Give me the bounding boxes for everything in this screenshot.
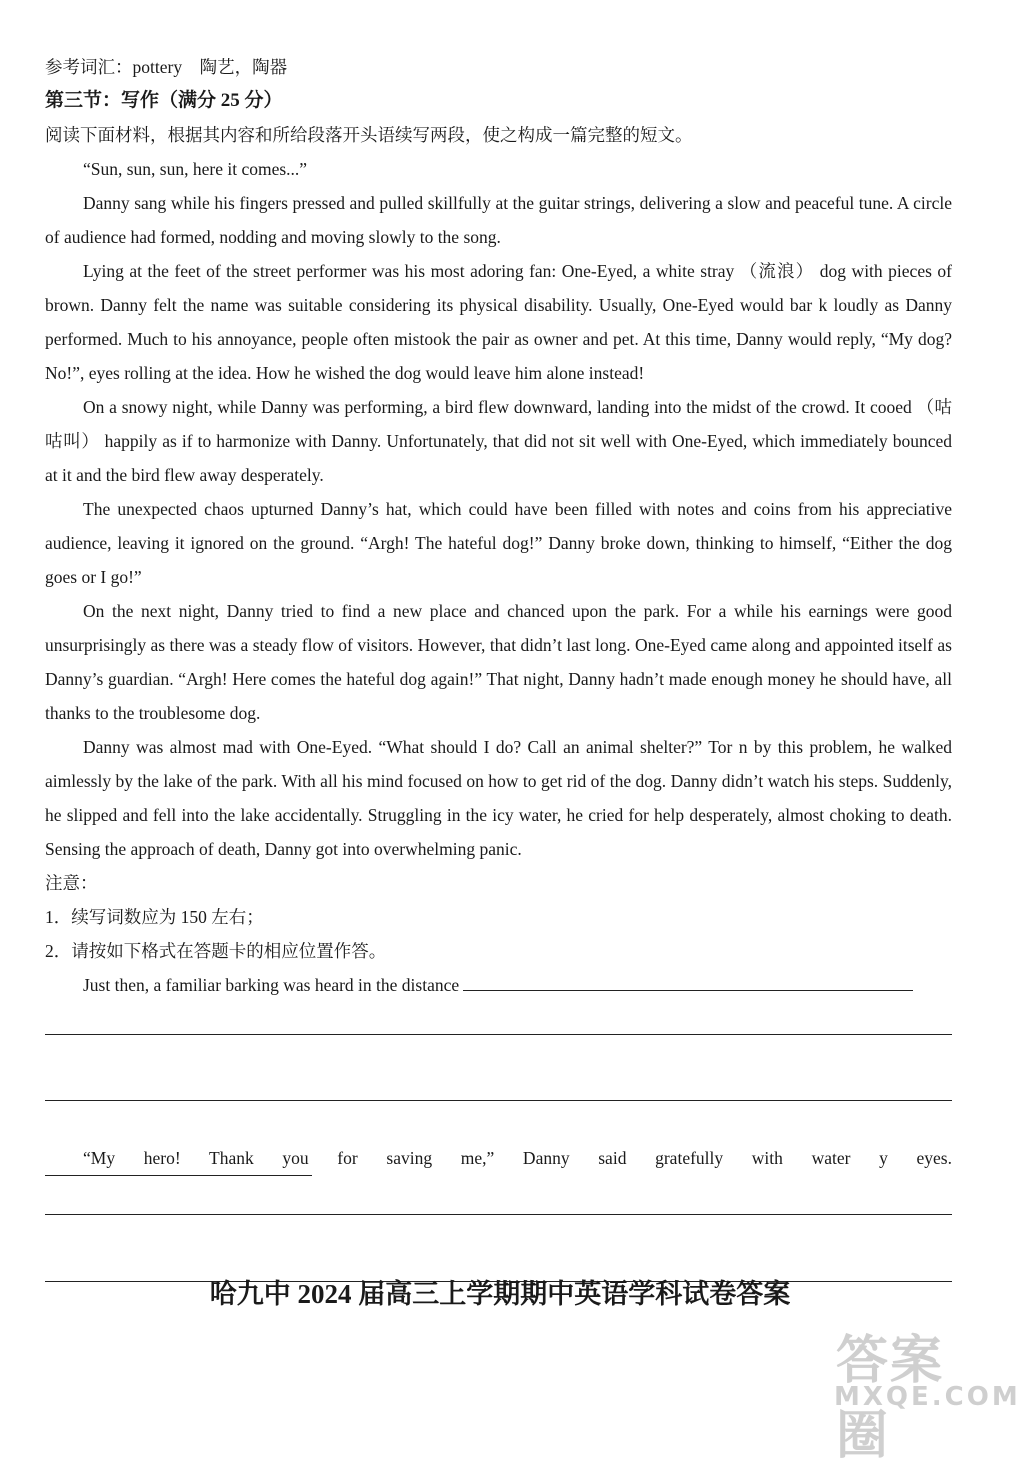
story-paragraph-4: On a snowy night, while Danny was performing, a bird flew downward, landing into the midst of the crowd. It cooed （咕咕叫） happily as if to harmonize with Danny. Unfortunately, that did not sit well with One-Eyed, which immediately bounced at it and the bird flew away desperately. xyxy=(45,397,952,485)
vocab-meaning: 陶艺，陶器 xyxy=(199,57,288,77)
exam-page xyxy=(45,50,952,1315)
note-1: 1．续写词数应为 150 左右； xyxy=(45,907,264,927)
prompt-first-line xyxy=(45,968,952,1002)
note-2: 2．请按如下格式在答题卡的相应位置作答。 xyxy=(45,941,387,961)
answer-line[interactable] xyxy=(45,1100,952,1101)
story-paragraph-6: On the next night, Danny tried to find a new place and chanced upon the park. For a while his earnings were good unsurprisingly as there was a steady flow of visitors. However, that didn’t last long. One-Eyed came along and appointed itself as Danny’s guardian. “Argh! Here comes the hateful dog again!” That night, Danny hadn’t made enough money he should have, all thanks to the troublesome dog. xyxy=(45,601,952,723)
section-title: 第三节：写作（满分 25 分） xyxy=(45,90,283,111)
story-paragraph-5: The unexpected chaos upturned Danny’s hat, which could have been filled with notes and coins from his appreciative audience, leaving it ignored on the ground. “Argh! The hateful dog!” Danny broke down, thinking to himself, “Either the dog goes or I go!” xyxy=(45,499,952,587)
answer-title: 哈九中 2024 届高三上学期期中英语学科试卷答案 xyxy=(209,1279,791,1309)
answer-line[interactable] xyxy=(45,1214,952,1215)
prompt-second-text: “My hero! Thank you for saving me,” Danny said gratefully with water y eyes. xyxy=(83,1148,952,1168)
answer-line[interactable] xyxy=(45,1034,952,1035)
story-paragraph-2: Danny sang while his fingers pressed and pulled skillfully at the guitar strings, delivering a slow and peaceful tune. A circle of audience had formed, nodding and moving slowly to the song. xyxy=(45,193,952,247)
answer-line-slot xyxy=(45,1100,952,1134)
story-paragraph-3: Lying at the feet of the street performer was his most adoring fan: One-Eyed, a white stray （流浪） dog with pieces of brown. Danny felt the name was suitable considering its physical disability. Usually, One-Eyed would bar k loudly as Danny performed. Much to his annoyance, people often mistook the pair as owner and pet. At this time, Danny would reply, “My dog? No!”, eyes rolling at the idea. How he wished the dog would leave him alone instead! xyxy=(45,261,952,383)
answer-blank[interactable] xyxy=(463,974,913,991)
story-paragraph-1: “Sun, sun, sun, here it comes...” xyxy=(83,159,308,179)
notes-label: 注意： xyxy=(45,873,98,893)
vocab-label: 参考词汇： xyxy=(45,57,133,77)
prompt-first-text: Just then, a familiar barking was heard in the distance xyxy=(83,975,460,995)
watermark-cn: 答案圈 xyxy=(836,1333,945,1465)
answer-line-slot xyxy=(45,1214,952,1248)
story-paragraph-7: Danny was almost mad with One-Eyed. “What should I do? Call an animal shelter?” Tor n by this problem, he walked aimlessly by the lake of the park. With all his mind focused on how to get rid of the dog. Danny didn’t watch his steps. Suddenly, he slipped and fell into the lake accidentally. Struggling in the icy water, he cried for help desperately, almost choking to death. Sensing the approach of death, Danny got into overwhelming panic. xyxy=(45,737,952,859)
answer-line-short[interactable] xyxy=(45,1175,312,1176)
answer-line-slot xyxy=(45,1034,952,1067)
watermark-en: MXQE.COM xyxy=(834,1382,1021,1412)
vocab-line xyxy=(45,50,952,84)
vocab-word: pottery xyxy=(132,57,183,77)
section-instruction: 阅读下面材料，根据其内容和所给段落开头语续写两段，使之构成一篇完整的短文。 xyxy=(45,125,693,145)
short-answer-slot xyxy=(45,1175,952,1181)
watermark-logo xyxy=(826,1318,1021,1465)
